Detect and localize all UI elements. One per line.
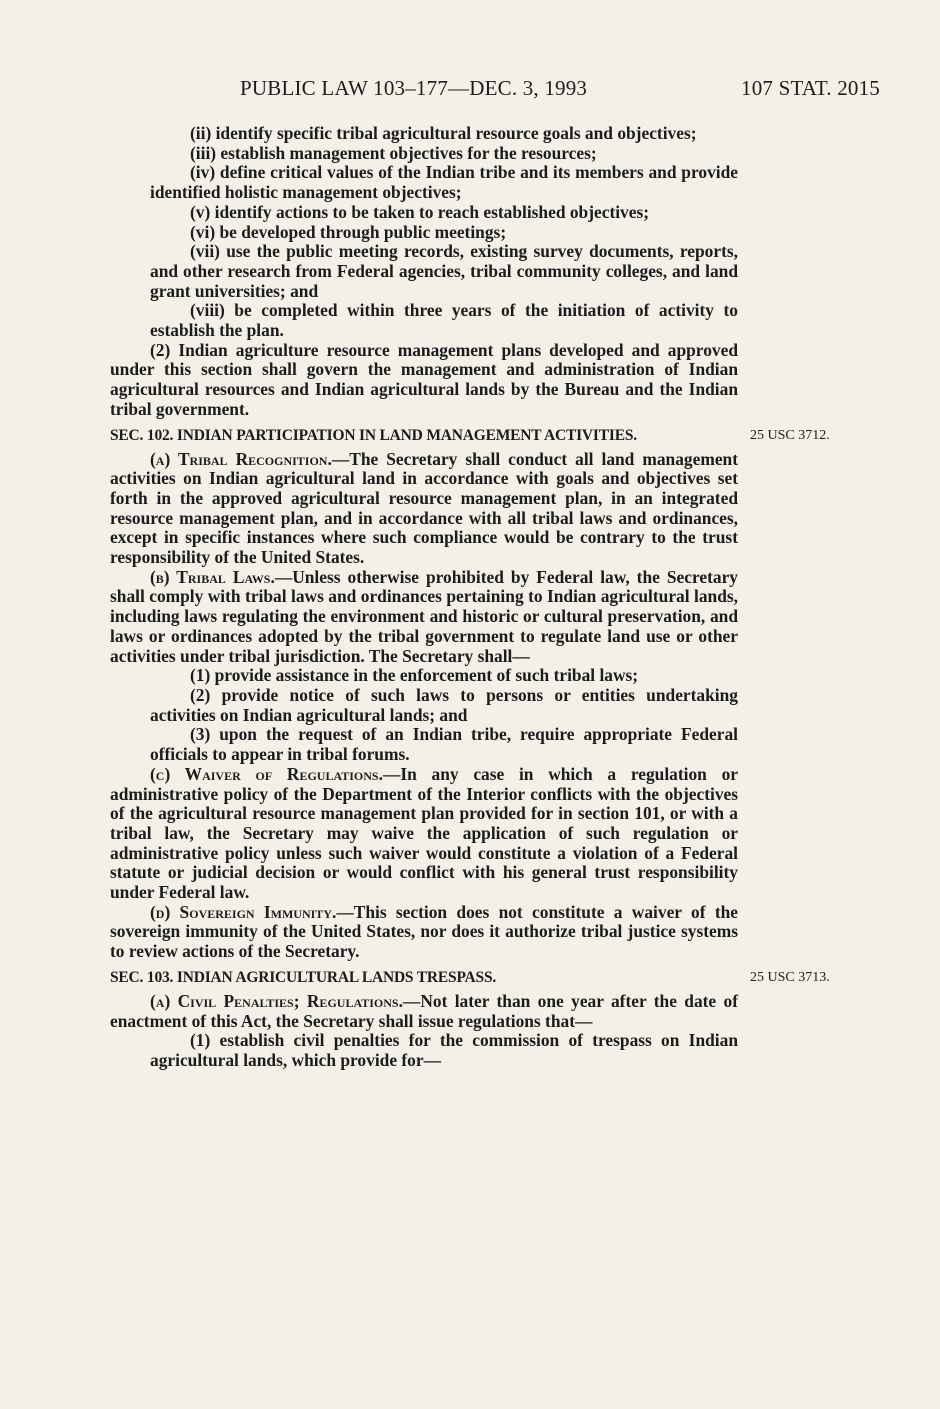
header-law-citation: PUBLIC LAW 103–177—DEC. 3, 1993: [240, 76, 588, 100]
section-103-heading: [110, 968, 830, 988]
sec103-subsection-a: [110, 992, 738, 1031]
section-102-heading: [110, 426, 830, 446]
document-body: [110, 123, 830, 1071]
sec102-b-item-2: (2) provide notice of such laws to persons or entities undertaking activities on Indian agricultural lands; and: [150, 684, 738, 725]
header-stat-page: 107 STAT. 2015: [741, 76, 880, 100]
running-header: [240, 76, 880, 106]
sec102-subsection-d: [110, 903, 738, 962]
sec102-b-item-3: (3) upon the request of an Indian tribe, require appropriate Federal officials to appear in tribal forums.: [150, 724, 738, 765]
sec102-b-label: (b) Tribal Laws.: [150, 566, 275, 587]
sec102-b-text: —Unless otherwise prohibited by Federal law, the Secretary shall comply with tribal laws and ordinances pertaining to Indian agricultural lands, including laws regulating the environment and historic or cultural preservation, and laws or ordinances adopted by the tribal government to regulate land use or other activities under tribal jurisdiction. The Secretary shall—: [110, 566, 738, 666]
clause-iii: (iii) establish management objectives for the resources;: [190, 142, 597, 163]
paragraph-2: (2) Indian agriculture resource management plans developed and approved under this section shall govern the management and administration of Indian agricultural resources and Indian agricultural lands by the Bureau and the Indian tribal government.: [110, 339, 738, 419]
sec103-a-item-1: (1) establish civil penalties for the commission of trespass on Indian agricultural lands, which provide for—: [150, 1030, 738, 1070]
clause-ii: (ii) identify specific tribal agricultural resource goals and objectives;: [190, 123, 697, 143]
section-102-margin-note: 25 USC 3712.: [750, 427, 830, 443]
clause-vii: (vii) use the public meeting records, existing survey documents, reports, and other research from Federal agencies, tribal community colleges, and land grant universities; and: [150, 241, 738, 301]
sec102-subsection-b: [110, 568, 738, 667]
sec102-a-text: —The Secretary shall conduct all land management activities on Indian agricultural land in accordance with goals and objectives set forth in the approved agricultural resource management plan, in an integrated resource management plan, and in accordance with all tribal laws and ordinances, except in specific instances where such compliance would be contrary to the trust responsibility of the United States.: [110, 448, 738, 568]
sec103-a-label: (a) Civil Penalties; Regulations.: [150, 990, 403, 1011]
section-102-title: SEC. 102. INDIAN PARTICIPATION IN LAND MANAGEMENT ACTIVITIES.: [110, 426, 637, 444]
sec102-b-item-1: (1) provide assistance in the enforcement of such tribal laws;: [190, 665, 639, 686]
sec102-subsection-a: [110, 450, 738, 568]
sec102-d-label: (d) Sovereign Immunity.: [150, 901, 337, 922]
section-103-margin-note: 25 USC 3713.: [750, 969, 830, 985]
clause-v: (v) identify actions to be taken to reach established objectives;: [190, 201, 650, 222]
clause-iv: (iv) define critical values of the Indian tribe and its members and provide identified holistic management objectives;: [150, 162, 738, 203]
section-103-title: SEC. 103. INDIAN AGRICULTURAL LANDS TRESPASS.: [110, 968, 497, 986]
sec102-d-text: —This section does not constitute a waiver of the sovereign immunity of the United States, nor does it authorize tribal justice systems to review actions of the Secretary.: [110, 901, 738, 962]
sec102-subsection-c: [110, 765, 738, 903]
sec102-a-label: (a) Tribal Recognition.: [150, 448, 332, 469]
clause-vi: (vi) be developed through public meetings;: [190, 221, 507, 242]
sec102-c-label: (c) Waiver of Regulations.: [150, 763, 383, 784]
sec103-a-text: —Not later than one year after the date of enactment of this Act, the Secretary shall issue regulations that—: [110, 990, 738, 1031]
clause-viii: (viii) be completed within three years of the initiation of activity to establish the plan.: [150, 300, 738, 341]
sec102-c-text: —In any case in which a regulation or administrative policy of the Department of the Interior conflicts with the objectives of the agricultural resource management plan provided for in section 101, or with a tribal law, the Secretary may waive the application of such regulation or administrative policy unless such waiver would constitute a violation of a Federal statute or judicial decision or would conflict with his general trust responsibility under Federal law.: [110, 763, 738, 903]
